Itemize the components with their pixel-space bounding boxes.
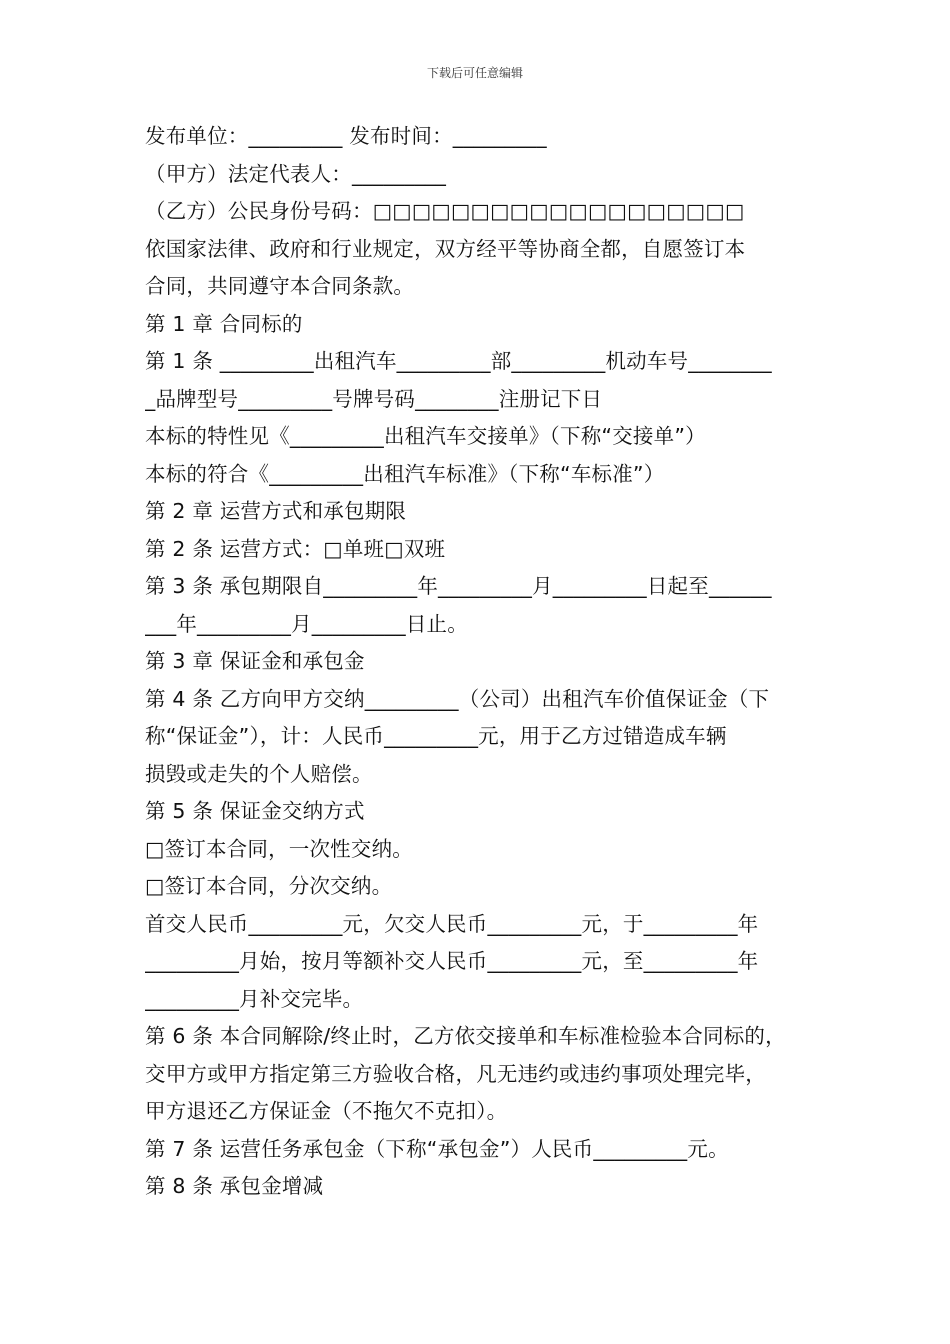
text-line: （甲方）法定代表人：_________ [145,161,447,186]
text-line: _________月补交完毕。 [145,986,364,1011]
text-line: ___年_________月_________日止。 [145,611,468,636]
text-line: （乙方）公民身份号码：□□□□□□□□□□□□□□□□□□□ [145,199,745,223]
text-line: _________月始，按月等额补交人民币_________元，至_________年 [145,949,759,973]
chapter-heading: 第 2 章 运营方式和承包期限 [145,499,407,523]
chapter-heading: 第 3 章 保证金和承包金 [145,649,365,673]
text-line: 首交人民币_________元，欠交人民币_________元，于_________年 [145,911,759,936]
text-line: 第 7 条 运营任务承包金（下称“承包金”）人民币_________元。 [145,1136,729,1161]
text-line: 损毁或走失的个人赔偿。 [145,761,373,786]
text-line: 发布单位：_________ 发布时间：_________ [145,124,547,148]
text-line: □签订本合同，分次交纳。 [145,874,393,898]
text-line: 合同，共同遵守本合同条款。 [145,274,415,298]
text-line: 第 6 条 本合同解除/终止时，乙方依交接单和车标准检验本合同标的， [145,1024,786,1048]
text-line: 第 4 条 乙方向甲方交纳_________（公司）出租汽车价值保证金（下 [145,686,770,711]
text-line: 第 5 条 保证金交纳方式 [145,799,365,823]
text-line: 交甲方或甲方指定第三方验收合格，凡无违约或违约事项处理完毕， [145,1061,766,1086]
text-line: _品牌型号_________号牌号码________注册记下日 [145,386,603,411]
chapter-heading: 第 1 章 合同标的 [145,311,303,336]
text-line: 本标的符合《_________出租汽车标准》（下称“车标准”） [145,461,665,486]
text-line: 依国家法律、政府和行业规定，双方经平等协商全都，自愿签订本 [145,236,746,261]
text-line: 第 2 条 运营方式：□单班□双班 [145,536,446,561]
text-line: 第 1 条 _________出租汽车_________部_________机动车号________ [145,349,772,373]
page-header-note: 下载后可任意编辑 [426,66,523,80]
text-line: 称“保证金”），计：人民币_________元，用于乙方过错造成车辆 [145,724,727,748]
text-line: 甲方退还乙方保证金（不拖欠不克扣）。 [145,1099,508,1123]
text-line: □签订本合同，一次性交纳。 [145,836,413,861]
text-line: 第 3 条 承包期限自_________年_________月_________日起至______ [145,574,772,598]
contract-body [145,118,810,1206]
text-line: 本标的特性见《_________出租汽车交接单》（下称“交接单”） [145,424,706,448]
text-line: 第 8 条 承包金增减 [145,1174,324,1198]
